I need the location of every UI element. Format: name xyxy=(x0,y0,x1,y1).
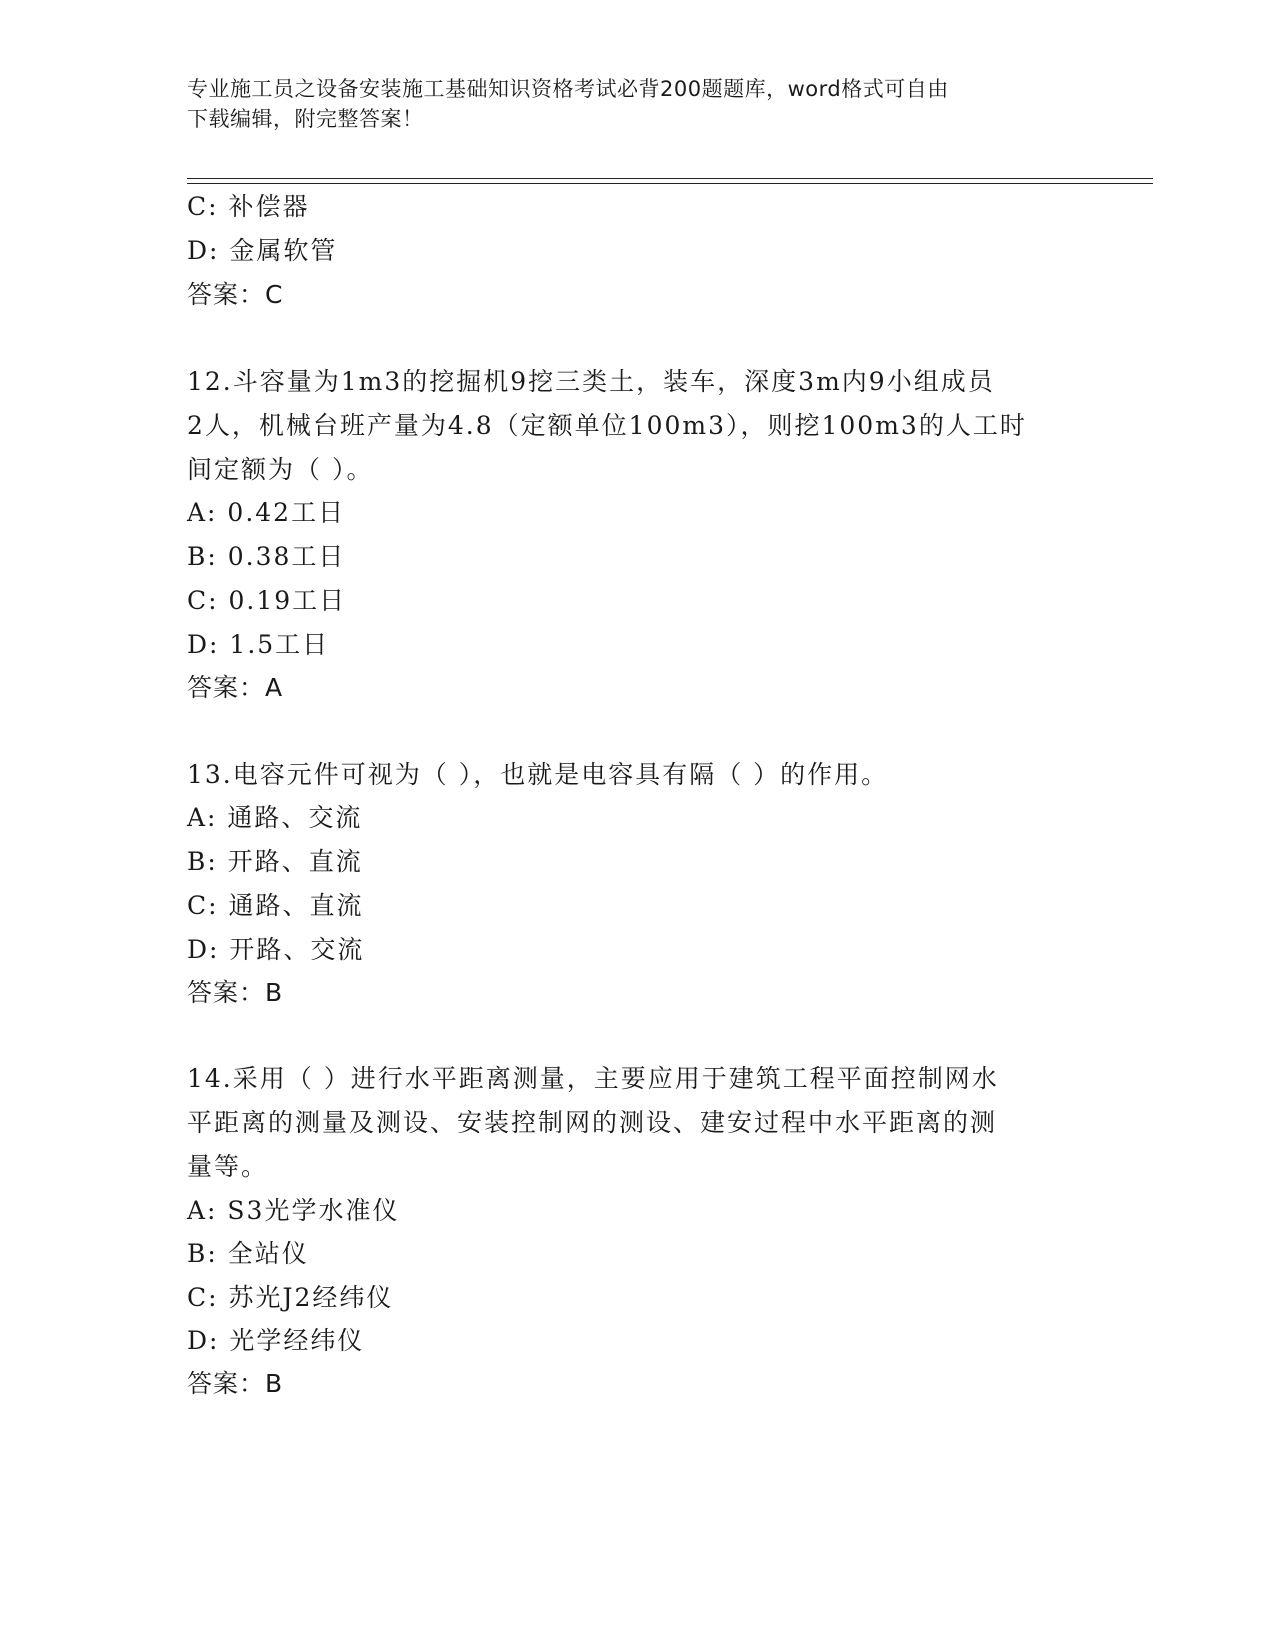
q12-option-a: A: 0.42工日 xyxy=(187,498,346,527)
q12-stem-line-3: 间定额为（ ）。 xyxy=(187,455,374,484)
q14-option-c: C: 苏光J2经纬仪 xyxy=(187,1283,394,1312)
q12-stem-line-2: 2人，机械台班产量为4.8（定额单位100m3），则挖100m3的人工时 xyxy=(187,411,1027,440)
header-divider-top xyxy=(187,178,1153,179)
header-title-line-1: 专业施工员之设备安装施工基础知识资格考试必背200题题库，word格式可自由 xyxy=(187,77,949,101)
q13-option-b: B: 开路、直流 xyxy=(187,847,363,876)
header-divider-bottom xyxy=(187,183,1153,184)
page-header xyxy=(187,74,1067,134)
q13-stem-line-1: 13.电容元件可视为（ ），也就是电容具有隔（ ）的作用。 xyxy=(187,760,889,789)
q14-answer: 答案：B xyxy=(187,1369,284,1398)
q14-option-b: B: 全站仪 xyxy=(187,1239,309,1268)
q13-option-a: A: 通路、交流 xyxy=(187,803,363,832)
q13-option-d: D: 开路、交流 xyxy=(187,935,365,964)
q11-answer: 答案：C xyxy=(187,280,284,309)
q11-option-c: C: 补偿器 xyxy=(187,192,310,221)
header-title-line-2: 下载编辑，附完整答案！ xyxy=(187,107,424,131)
q12-stem-line-1: 12.斗容量为1m3的挖掘机9挖三类土，装车，深度3m内9小组成员 xyxy=(187,367,995,396)
q12-answer: 答案：A xyxy=(187,673,284,702)
q12-option-d: D: 1.5工日 xyxy=(187,630,330,659)
q14-option-a: A: S3光学水准仪 xyxy=(187,1196,400,1225)
q14-stem-line-1: 14.采用（ ）进行水平距离测量，主要应用于建筑工程平面控制网水 xyxy=(187,1064,999,1093)
q11-option-d: D: 金属软管 xyxy=(187,236,338,265)
q14-option-d: D: 光学经纬仪 xyxy=(187,1326,365,1355)
q13-answer: 答案：B xyxy=(187,978,284,1007)
q12-option-c: C: 0.19工日 xyxy=(187,586,347,615)
q13-option-c: C: 通路、直流 xyxy=(187,891,364,920)
q14-stem-line-2: 平距离的测量及测设、安装控制网的测设、建安过程中水平距离的测 xyxy=(187,1108,998,1137)
q14-stem-line-3: 量等。 xyxy=(187,1152,269,1181)
q12-option-b: B: 0.38工日 xyxy=(187,542,346,571)
